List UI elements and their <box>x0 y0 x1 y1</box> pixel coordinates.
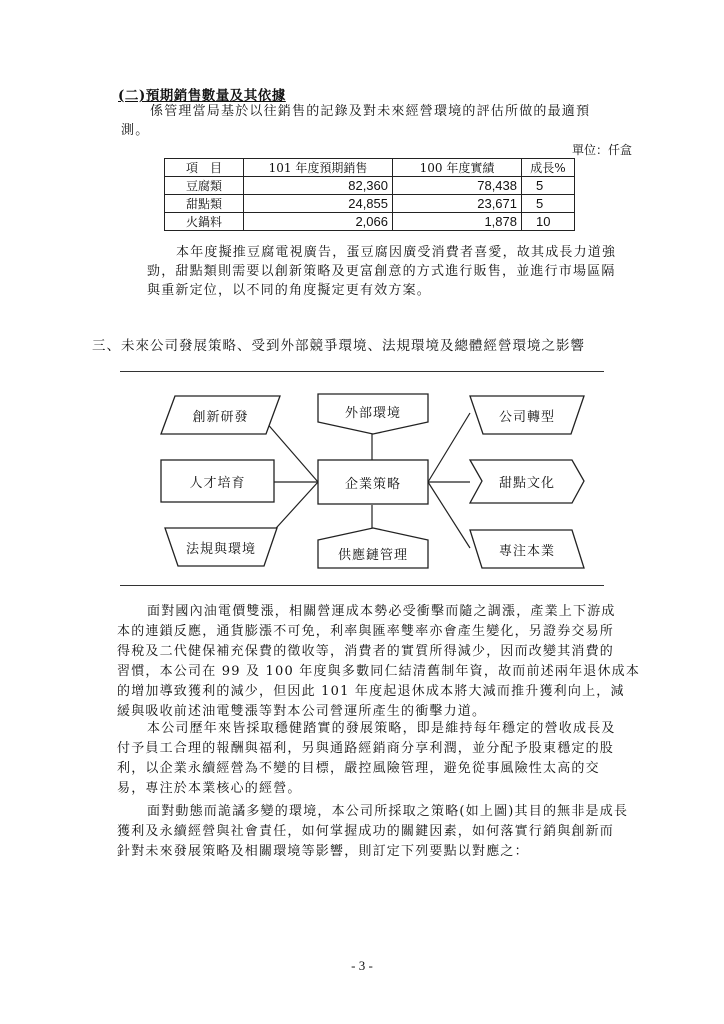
para-after-table-line-1: 本年度擬推豆腐電視廣告，蛋豆腐因廣受消費者喜愛，故其成長力道強 <box>176 245 617 260</box>
para1-line-2: 本的連鎖反應，通貨膨漲不可免，利率與匯率雙率亦會產生變化，另證券交易所 <box>117 624 615 639</box>
diagram-label-bottom-center: 供應鏈管理 <box>337 547 408 563</box>
unit-label: 單位：仟盒 <box>571 143 632 157</box>
header-growth: 成長% <box>522 159 575 177</box>
para3-line-1: 面對動態而詭譎多變的環境，本公司所採取之策略(如上圖)其目的無非是成長 <box>147 804 629 819</box>
para1-line-4: 習慣，本公司在 99 及 100 年度與多數同仁結清舊制年資，故而前述兩年退休成本 <box>117 664 641 679</box>
para-after-table-line-3: 與重新定位，以不同的角度擬定更有效方案。 <box>147 283 432 298</box>
para1-line-5: 的增加導致獲利的減少，但因此 101 年度起退休成本將大減而推升獲利向上，減 <box>117 684 625 699</box>
intro-line-1: 係管理當局基於以往銷售的記錄及對未來經營環境的評估所做的最適預 <box>150 104 591 119</box>
row-forecast: 82,360 <box>244 177 393 195</box>
diagram-label-bottom-right: 專注本業 <box>498 543 555 559</box>
para1-line-6: 緩與吸收前述油電雙漲等對本公司營運所產生的衝擊力道。 <box>117 704 487 719</box>
para-after-table-line-2: 勁，甜點類則需要以創新策略及更富創意的方式進行販售，並進行市場區隔 <box>147 264 616 279</box>
para2-line-4: 易，專注於本業核心的經營。 <box>117 781 302 796</box>
row-growth: 5 <box>522 195 575 213</box>
diagram-label-top-left: 創新研發 <box>192 409 249 425</box>
diagram-label-bottom-left: 法規與環境 <box>185 541 256 557</box>
row-name: 甜點類 <box>165 195 244 213</box>
row-growth: 5 <box>522 177 575 195</box>
para3-line-2: 獲利及永續經營與社會責任，如何掌握成功的關鍵因素，如何落實行銷與創新而 <box>117 824 615 839</box>
row-actual: 1,878 <box>393 213 522 231</box>
row-actual: 23,671 <box>393 195 522 213</box>
header-actual: 100 年度實績 <box>393 159 522 177</box>
row-forecast: 24,855 <box>244 195 393 213</box>
intro-line-2: 測。 <box>121 123 150 138</box>
header-item: 項 目 <box>165 159 244 177</box>
connector-top-right <box>428 413 470 482</box>
diagram-label-mid-left: 人才培育 <box>189 475 246 491</box>
diagram-label-mid-right: 甜點文化 <box>498 476 555 491</box>
para1-line-3: 得稅及二代健保補充保費的徵收等，消費者的實質所得減少，因而改變其消費的 <box>117 644 615 659</box>
row-actual: 78,438 <box>393 177 522 195</box>
row-name: 火鍋料 <box>165 213 244 231</box>
subsection-title: (二)預期銷售數量及其依據 <box>118 88 286 104</box>
connector-bottom-right <box>428 482 470 548</box>
row-growth: 10 <box>522 213 575 231</box>
section-heading: 三、未來公司發展策略、受到外部競爭環境、法規環境及總體經營環境之影響 <box>92 338 585 354</box>
para2-line-1: 本公司歷年來皆採取穩健踏實的發展策略，即是維持每年穩定的營收成長及 <box>147 721 616 736</box>
para2-line-2: 付予員工合理的報酬與福利，另與通路經銷商分享利潤，並分配予股東穩定的股 <box>117 741 615 756</box>
diagram-label-center: 企業策略 <box>344 476 401 492</box>
diagram-bottom-rule <box>120 585 604 586</box>
para2-line-3: 利，以企業永續經營為不變的目標，嚴控風險管理，避免從事風險性太高的交 <box>117 761 600 776</box>
row-forecast: 2,066 <box>244 213 393 231</box>
row-name: 豆腐類 <box>165 177 244 195</box>
header-forecast: 101 年度預期銷售 <box>244 159 393 177</box>
para1-line-1: 面對國內油電價雙漲，相關營運成本勢必受衝擊而隨之調漲，產業上下游成 <box>147 604 616 619</box>
diagram-label-top-center: 外部環境 <box>344 405 401 421</box>
page-number: - 3 - <box>351 958 373 973</box>
para3-line-3: 針對未來發展策略及相關環境等影響，則訂定下列要點以對應之： <box>117 844 529 859</box>
diagram-label-top-right: 公司轉型 <box>498 409 555 425</box>
